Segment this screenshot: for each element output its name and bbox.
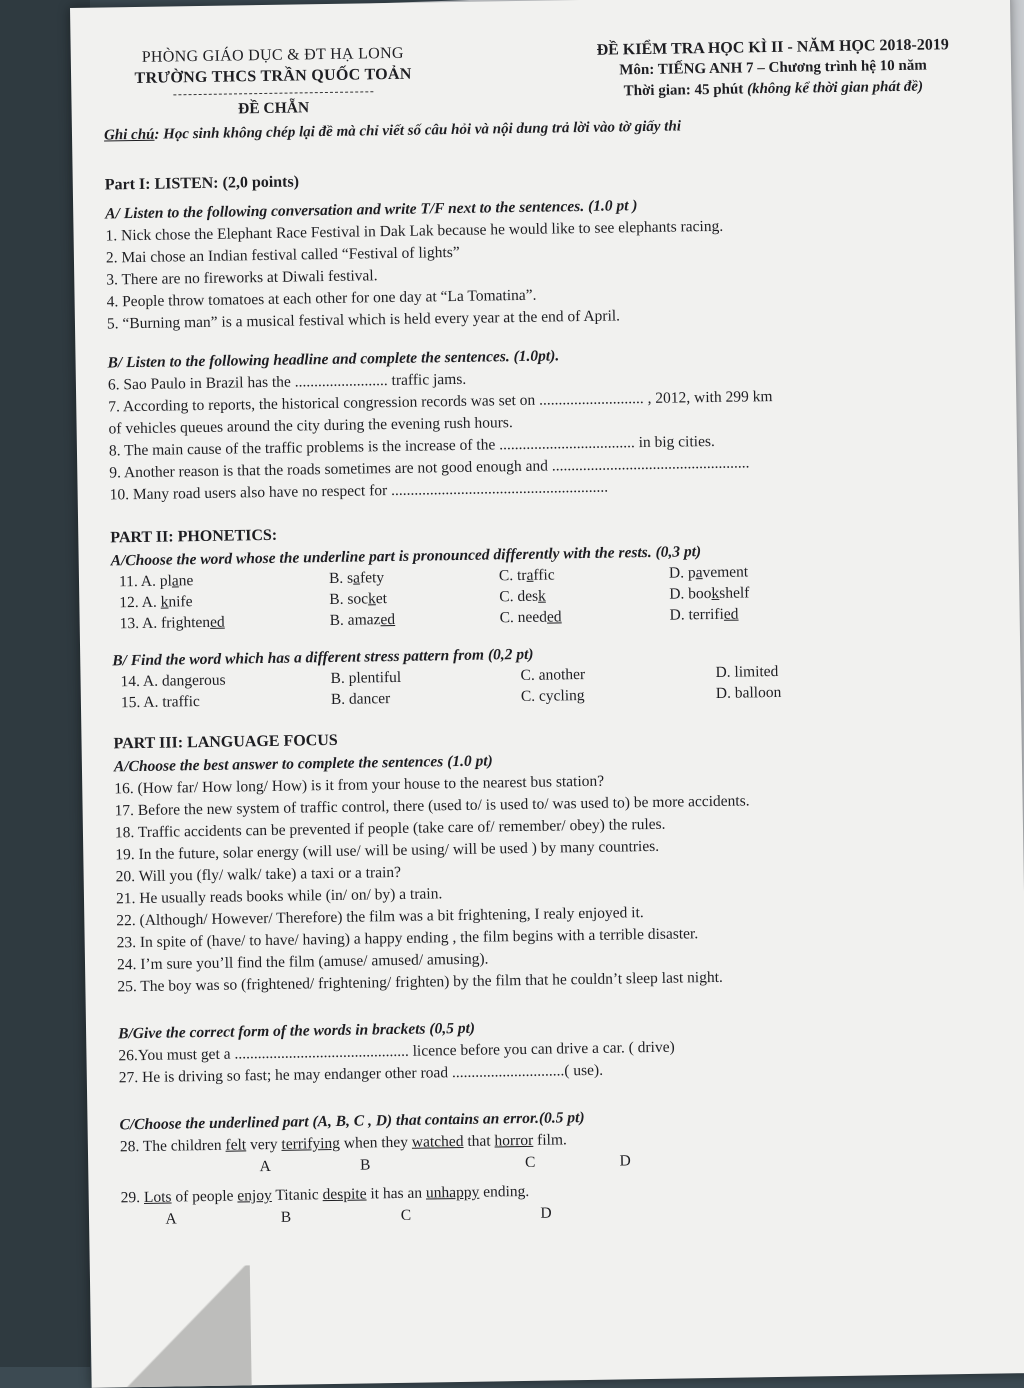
option: C. another: [520, 665, 586, 685]
question-item: 22. (Although/ However/ Therefore) the film was a bit frightening, I realy enjoyed it.: [116, 904, 644, 930]
question-item: 27. He is driving so fast; he may endanger other road .............................( use).: [118, 1061, 604, 1087]
option: D. limited: [715, 662, 779, 681]
part1-b-title: B/ Listen to the following headline and complete the sentences. (1.0pt).: [107, 347, 560, 372]
question-item: 19. In the future, solar energy (will use/ will be using/ will be used ) by many countries.: [115, 837, 660, 864]
time-value: Thời gian: 45 phút: [623, 81, 744, 100]
underlined-c: despite: [322, 1185, 367, 1204]
exam-info-block: [563, 34, 984, 115]
question-item: 6. Sao Paulo in Brazil has the ........................ traffic jams.: [107, 370, 467, 394]
part2-b-title: B/ Find the word which has a different stress pattern from (0,2 pt): [112, 645, 534, 670]
subject-line: Môn: TIẾNG ANH 7 – Chương trình hệ 10 năm: [619, 57, 927, 79]
underlined-c: watched: [411, 1132, 464, 1151]
time-note: (không kể thời gian phát đề): [746, 78, 924, 98]
question-item: 24. I’m sure you’ll find the film (amuse/ amused/ amusing).: [116, 950, 489, 974]
part2-title: PART II: PHONETICS:: [110, 526, 278, 547]
option: D. balloon: [715, 683, 782, 702]
letter-c: C: [524, 1153, 536, 1171]
part1-a-list: [105, 212, 987, 335]
part3-c-title: C/Choose the underlined part (A, B, C , D) that contains an error.(0.5 pt): [119, 1109, 585, 1134]
part1-title: Part I: LISTEN: (2,0 points): [104, 173, 300, 194]
question-item: 3. There are no fireworks at Diwali festival.: [106, 267, 378, 289]
option: B. dancer: [330, 690, 391, 708]
option: D. pavement: [668, 563, 749, 582]
question-item: 4. People throw tomatoes at each other for one day at “La Tomatina”.: [106, 286, 537, 311]
underlined-b: terrifying: [281, 1134, 341, 1153]
part2-a-title: A/Choose the word whose the underline part is pronounced differently with the rests. (0,3 pt): [110, 543, 702, 570]
question-28: 28. The children felt very terrifying when they watched that horror film.: [119, 1131, 567, 1156]
folded-corner: [90, 1265, 252, 1387]
part1-b-list: [108, 361, 990, 506]
letter-a: A: [259, 1157, 271, 1176]
question-29: 29. Lots of people enjoy Titanic despite it has an unhappy ending.: [120, 1182, 530, 1207]
question-item: 23. In spite of (have/ to have/ having) a happy ending , the film begins with a terrible disaster.: [116, 925, 699, 952]
question-item: 16. (How far/ How long/ How) is it from your house to the nearest bus station?: [114, 772, 605, 798]
option: C. cycling: [520, 687, 585, 706]
option: C. traffic: [498, 566, 555, 585]
letter-a: A: [165, 1210, 177, 1228]
question-item: 21. He usually reads books while (in/ on/ by) a train.: [115, 885, 443, 908]
underlined-a: Lots: [143, 1188, 172, 1206]
part3-b-title: B/Give the correct form of the words in brackets (0,5 pt): [117, 1019, 476, 1043]
question-item: 9. Another reason is that the roads sometimes are not good enough and ...................................................: [109, 454, 750, 482]
option: B. plentiful: [330, 668, 402, 687]
exam-sheet: [70, 0, 1024, 1388]
question-item: 20. Will you (fly/ walk/ take) a taxi or a train?: [115, 863, 402, 886]
question-item: 17. Before the new system of traffic control, there (used to/ is used to/ was used to) be more accidents.: [114, 792, 750, 820]
option: B. safety: [328, 569, 385, 588]
option: 12. A. knife: [119, 593, 193, 612]
option: 11. A. plane: [118, 572, 194, 591]
letter-b: B: [359, 1156, 371, 1174]
option: D. bookshelf: [669, 584, 750, 603]
question-item: 18. Traffic accidents can be prevented if people (take care of/ remember/ obey) the rules.: [114, 815, 666, 842]
school-name: TRƯỜNG THCS TRẦN QUỐC TOẢN: [134, 65, 412, 87]
phonetics-table: [111, 558, 992, 635]
question-item: of vehicles queues around the city during the evening rush hours.: [108, 414, 513, 438]
part1-a-title: A/ Listen to the following conversation and write T/F next to the sentences. (1.0 pt ): [105, 197, 638, 223]
question-item: 1. Nick chose the Elephant Race Festival in Dak Lak because he would like to see elephants racing.: [105, 217, 724, 245]
department-name: PHÒNG GIÁO DỤC & ĐT HẠ LONG: [141, 44, 404, 66]
option: C. needed: [499, 608, 562, 627]
letter-c: C: [400, 1206, 412, 1224]
exam-version: ĐỀ CHẴN: [237, 99, 310, 118]
exam-header: [103, 34, 984, 122]
note-label: Ghi chú: [103, 126, 155, 144]
option: 14. A. dangerous: [120, 671, 226, 691]
option: D. terrified: [669, 605, 739, 624]
underlined-d: horror: [494, 1131, 534, 1150]
part3-title: PART III: LANGUAGE FOCUS: [113, 731, 338, 753]
letter-d: D: [540, 1204, 552, 1222]
question-item: 2. Mai chose an Indian festival called “Festival of lights”: [105, 243, 460, 267]
option: 13. A. frightened: [119, 613, 225, 633]
part3-a-title: A/Choose the best answer to complete the sentences (1.0 pt): [113, 752, 493, 776]
option: B. amazed: [329, 610, 396, 629]
question-item: 26.You must get a ............................................. licence before you can drive a car. ( drive): [118, 1038, 675, 1065]
letter-b: B: [280, 1208, 292, 1226]
question-item: 5. “Burning man” is a musical festival which is held every year at the end of April.: [106, 307, 621, 333]
school-block: [103, 42, 444, 121]
question-item: 25. The boy was so (frightened/ frightening/ frighten) by the film that he couldn’t sleep last night.: [117, 968, 723, 996]
option: B. socket: [329, 590, 388, 608]
underlined-a: felt: [225, 1136, 247, 1154]
letter-d: D: [619, 1152, 631, 1170]
question-item: 7. According to reports, the historical congression records was set on ........................... , 2012, with 299 km: [108, 388, 773, 416]
exam-content: [103, 34, 1001, 1231]
divider: [173, 91, 373, 95]
question-item: 10. Many road users also have no respect for ........................................................: [109, 478, 609, 504]
option: C. desk: [499, 587, 546, 606]
option: 15. A. traffic: [120, 693, 200, 712]
part3-a-list: [114, 765, 997, 998]
question-item: 8. The main cause of the traffic problems is the increase of the ................................... in big cities.: [108, 432, 715, 460]
underlined-b: enjoy: [237, 1186, 272, 1205]
note-text: : Học sinh không chép lại đề mà chỉ viết số câu hỏi và nội dung trả lời vào tờ giấy thi: [154, 118, 682, 143]
underlined-d: unhappy: [425, 1183, 480, 1202]
exam-title: ĐỀ KIỂM TRA HỌC KÌ II - NĂM HỌC 2018-2019: [596, 36, 949, 59]
